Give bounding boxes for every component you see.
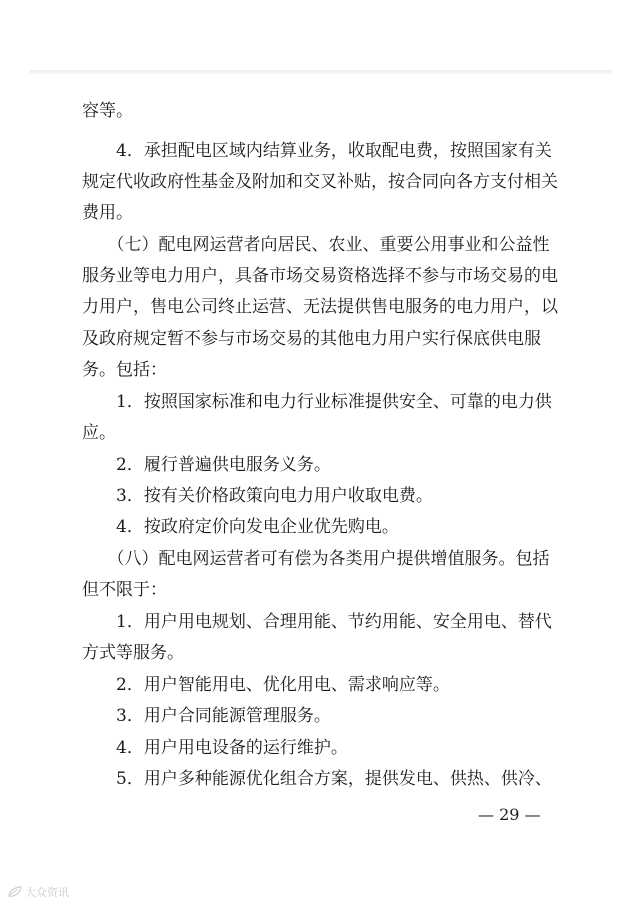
watermark [8,884,69,900]
text-line: 规定代收政府性基金及附加和交叉补贴，按合同向各方支付相关 [82,172,558,192]
text-line: 5．用户多种能源优化组合方案，提供发电、供热、供冷、 [82,769,552,789]
text-line: 费用。 [82,203,133,223]
text-line: 应。 [82,423,116,443]
text-line: 3．用户合同能源管理服务。 [82,706,331,726]
watermark-text: 大众资讯 [25,886,69,899]
text-line: 但不限于： [82,580,167,600]
text-line: 1．用户用电规划、合理用能、节约用能、安全用电、替代 [82,612,552,632]
text-line: 务。包括： [82,360,167,380]
text-line: （七）配电网运营者向居民、农业、重要公用事业和公益性 [82,235,550,255]
leaf-logo-icon [8,886,22,898]
text-line: 力用户，售电公司终止运营、无法提供售电服务的电力用户，以 [82,297,558,317]
text-line: （八）配电网运营者可有偿为各类用户提供增值服务。包括 [82,549,550,569]
text-line: 4．按政府定价向发电企业优先购电。 [82,517,399,537]
header-rule [30,70,612,74]
text-line: 方式等服务。 [82,643,184,663]
text-line: 3．按有关价格政策向电力用户收取电费。 [82,486,433,506]
text-line: 2．用户智能用电、优化用电、需求响应等。 [82,675,450,695]
text-line: 1．按照国家标准和电力行业标准提供安全、可靠的电力供 [82,392,552,412]
text-line: 服务业等电力用户，具备市场交易资格选择不参与市场交易的电 [82,266,558,286]
text-line: 及政府规定暂不参与市场交易的其他电力用户实行保底供电服 [82,329,541,349]
text-line: 2．履行普遍供电服务义务。 [82,455,331,475]
text-line: 4．用户用电设备的运行维护。 [82,738,348,758]
text-line: 4．承担配电区域内结算业务，收取配电费，按照国家有关 [82,141,552,161]
page-number: — 29 — [478,805,541,824]
text-line: 容等。 [82,101,133,121]
